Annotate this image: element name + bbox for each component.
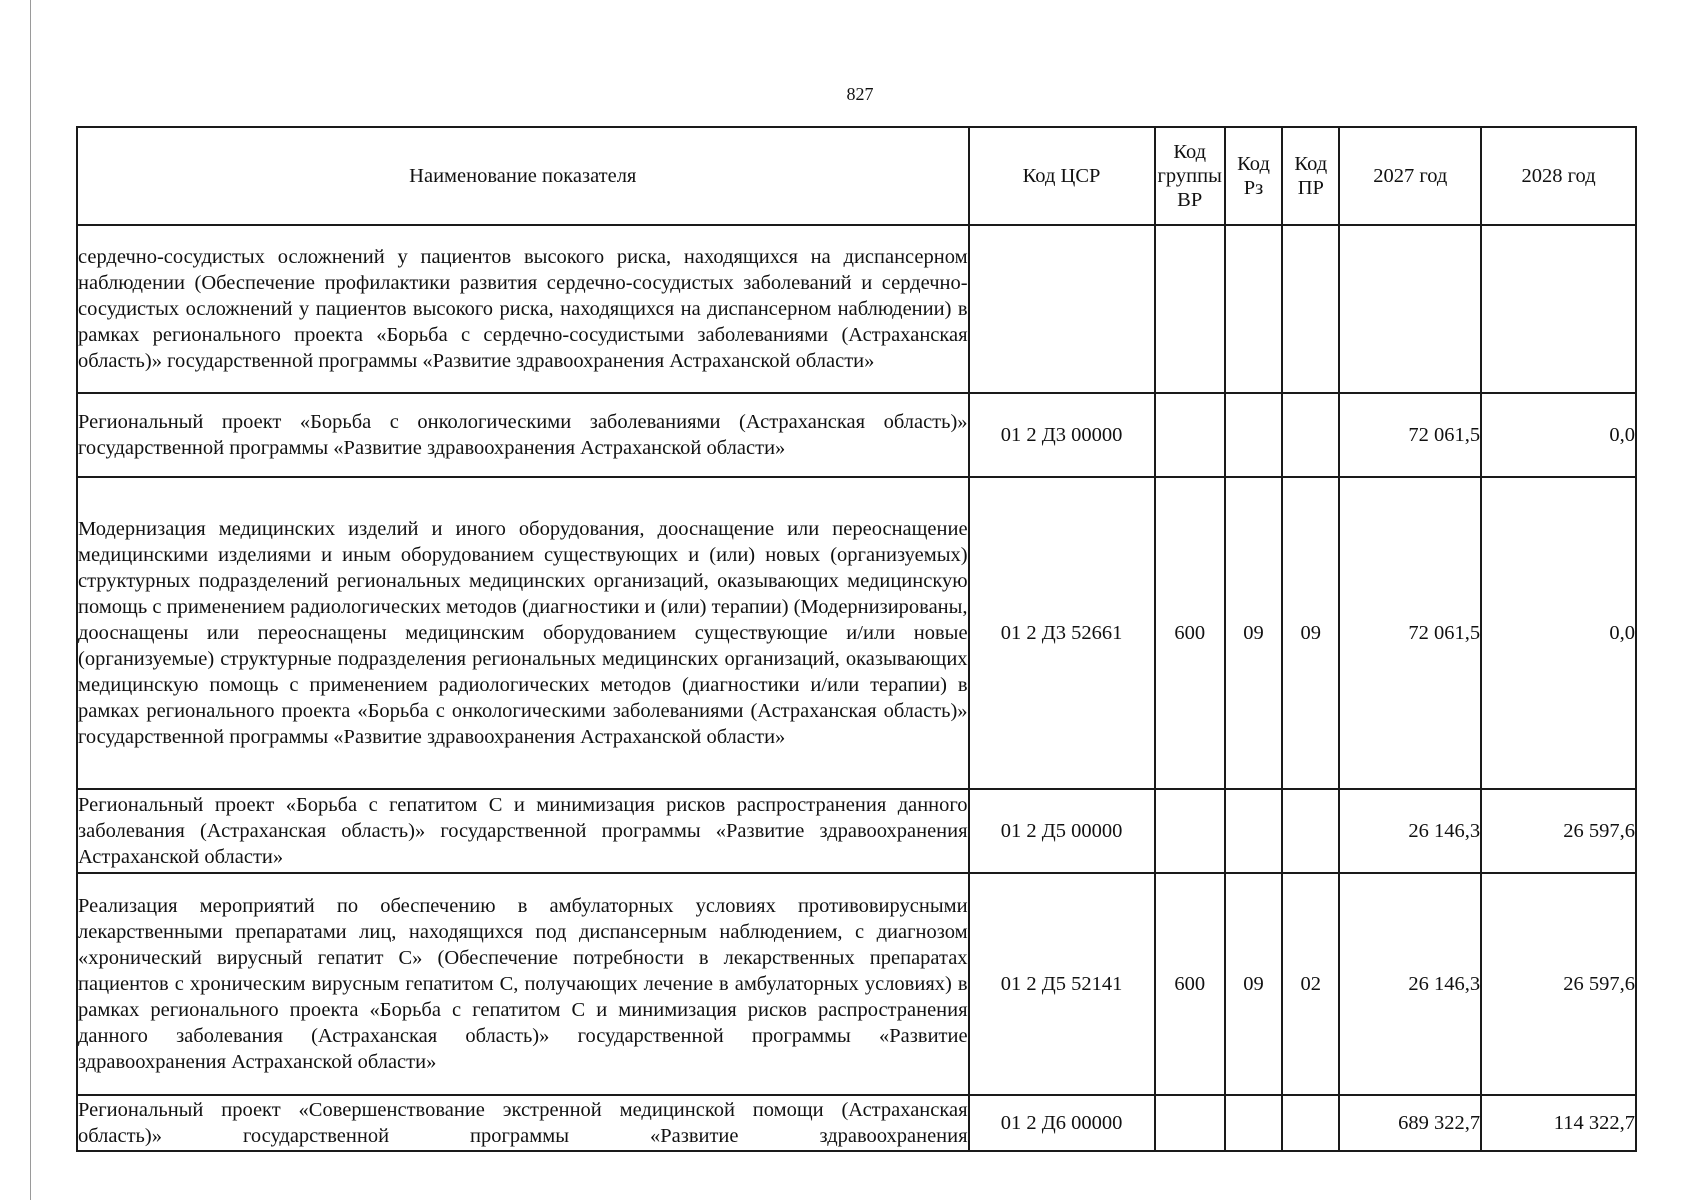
row-2027: 72 061,5 xyxy=(1339,393,1481,477)
budget-table xyxy=(76,126,1637,1152)
row-name: Региональный проект «Борьба с гепатитом С и минимизация рисков распространения данного заболевания (Астраханская область)» государственной программы «Развитие здравоохранения Астраханской области» xyxy=(77,789,969,873)
row-2028: 26 597,6 xyxy=(1481,789,1636,873)
row-csr: 01 2 Д5 00000 xyxy=(969,789,1155,873)
header-pr: Код ПР xyxy=(1282,127,1339,225)
row-2027: 26 146,3 xyxy=(1339,789,1481,873)
header-name: Наименование показателя xyxy=(77,127,969,225)
row-vr xyxy=(1155,789,1225,873)
row-vr: 600 xyxy=(1155,873,1225,1095)
row-name: сердечно-сосудистых осложнений у пациентов высокого риска, находящихся на диспансерном наблюдении (Обеспечение профилактики развития сердечно-сосудистых заболеваний и сердечно-сосудистых осложнений у пациентов высокого риска, находящихся на диспансерном наблюдении) в рамках регионального проекта «Борьба с сердечно-сосудистыми заболеваниями (Астраханская область)» государственной программы «Развитие здравоохранения Астраханской области» xyxy=(77,225,969,393)
row-2028: 0,0 xyxy=(1481,477,1636,789)
row-rz xyxy=(1225,393,1282,477)
row-rz: 09 xyxy=(1225,477,1282,789)
row-name: Реализация мероприятий по обеспечению в амбулаторных условиях противовирусными лекарственными препаратами лиц, находящихся под диспансерным наблюдением, с диагнозом «хронический вирусный гепатит С» (Обеспечение потребности в лекарственных препаратах пациентов с хроническим вирусным гепатитом С, получающих лечение в амбулаторных условиях) в рамках регионального проекта «Борьба с гепатитом С и минимизация рисков распространения данного заболевания (Астраханская область)» государственной программы «Развитие здравоохранения Астраханской области» xyxy=(77,873,969,1095)
page-number: 827 xyxy=(846,84,874,104)
row-pr xyxy=(1282,225,1339,393)
table-row xyxy=(77,477,1636,789)
row-pr xyxy=(1282,789,1339,873)
row-2028: 114 322,7 xyxy=(1481,1095,1636,1151)
header-vr: Код группы ВР xyxy=(1155,127,1225,225)
row-csr: 01 2 Д6 00000 xyxy=(969,1095,1155,1151)
row-2027: 72 061,5 xyxy=(1339,477,1481,789)
row-csr: 01 2 Д5 52141 xyxy=(969,873,1155,1095)
row-2028: 0,0 xyxy=(1481,393,1636,477)
table-row xyxy=(77,873,1636,1095)
table-row xyxy=(77,1095,1636,1151)
header-csr: Код ЦСР xyxy=(969,127,1155,225)
row-2028 xyxy=(1481,225,1636,393)
row-vr xyxy=(1155,225,1225,393)
row-csr xyxy=(969,225,1155,393)
row-vr: 600 xyxy=(1155,477,1225,789)
row-2028: 26 597,6 xyxy=(1481,873,1636,1095)
row-name: Модернизация медицинских изделий и иного оборудования, дооснащение или переоснащение медицинскими изделиями и иным оборудованием существующих и (или) новых (организуемых) структурных подразделений региональных медицинских организаций, оказывающих медицинскую помощь с применением радиологических методов (диагностики и (или) терапии) (Модернизированы, дооснащены или переоснащены медицинским оборудованием существующие и/или новые (организуемые) структурные подразделения региональных медицинских организаций, оказывающих медицинскую помощь с применением радиологических методов (диагностики и/или терапии) в рамках регионального проекта «Борьба с онкологическими заболеваниями (Астраханская область)» государственной программы «Развитие здравоохранения Астраханской области» xyxy=(77,477,969,789)
row-rz xyxy=(1225,225,1282,393)
header-2028: 2028 год xyxy=(1481,127,1636,225)
row-pr: 02 xyxy=(1282,873,1339,1095)
row-pr xyxy=(1282,393,1339,477)
table-header-row xyxy=(77,127,1636,225)
header-rz: Код Рз xyxy=(1225,127,1282,225)
row-csr: 01 2 Д3 52661 xyxy=(969,477,1155,789)
row-name: Региональный проект «Совершенствование экстренной медицинской помощи (Астраханская область)» государственной программы «Развитие здравоохранения xyxy=(77,1095,969,1151)
row-csr: 01 2 Д3 00000 xyxy=(969,393,1155,477)
header-2027: 2027 год xyxy=(1339,127,1481,225)
row-name: Региональный проект «Борьба с онкологическими заболеваниями (Астраханская область)» государственной программы «Развитие здравоохранения Астраханской области» xyxy=(77,393,969,477)
row-2027 xyxy=(1339,225,1481,393)
row-rz xyxy=(1225,789,1282,873)
row-2027: 26 146,3 xyxy=(1339,873,1481,1095)
row-pr xyxy=(1282,1095,1339,1151)
row-pr: 09 xyxy=(1282,477,1339,789)
table-row xyxy=(77,789,1636,873)
table-row xyxy=(77,393,1636,477)
page-margin-line xyxy=(30,0,31,1200)
table-row xyxy=(77,225,1636,393)
row-vr xyxy=(1155,393,1225,477)
row-2027: 689 322,7 xyxy=(1339,1095,1481,1151)
row-rz xyxy=(1225,1095,1282,1151)
row-rz: 09 xyxy=(1225,873,1282,1095)
row-vr xyxy=(1155,1095,1225,1151)
